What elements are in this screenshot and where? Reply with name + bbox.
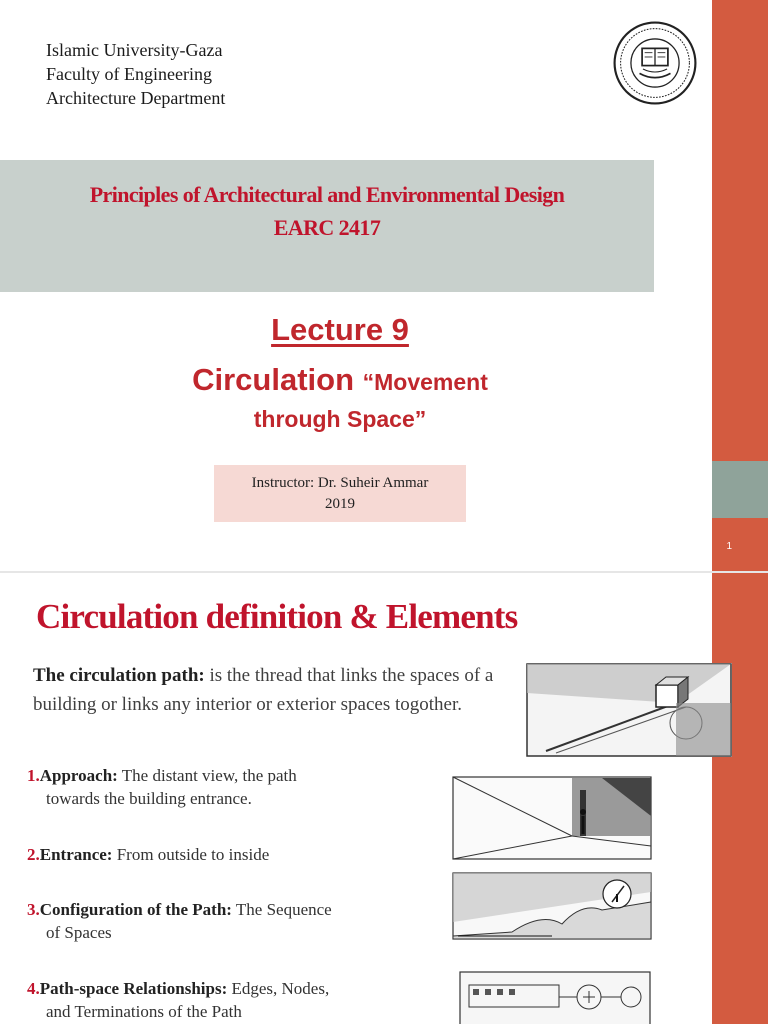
course-code: EARC 2417: [273, 215, 381, 240]
instructor-name: Instructor: Dr. Suheir Ammar: [251, 475, 429, 491]
lecture-topic-quote-start: “Movement: [362, 369, 488, 395]
list-item-term: Configuration of the Path:: [39, 900, 232, 919]
list-item-text: From outside to inside: [112, 845, 270, 864]
list-item-term: Path-space Relationships:: [39, 979, 228, 998]
list-item-text: The distant view, the path: [117, 766, 297, 785]
university-name: Islamic University-Gaza: [46, 40, 223, 60]
sidebar-accent-middle: [712, 461, 768, 518]
list-item: [27, 898, 427, 944]
slide-title: Circulation definition & Elements: [36, 597, 518, 636]
faculty-name: Faculty of Engineering: [46, 64, 212, 84]
definition-text: is the thread that links the spaces of a building or links any interior or exterior spaces togother.: [33, 665, 494, 715]
list-item-number: 1.: [27, 766, 40, 785]
course-title-band: [0, 160, 654, 292]
list-item-continuation: of Spaces: [46, 923, 112, 942]
list-item: [27, 764, 427, 810]
lecture-topic-main: Circulation: [192, 362, 355, 397]
definition-paragraph: [33, 661, 503, 719]
list-item-number: 3.: [27, 900, 40, 919]
page-number: 1: [726, 541, 732, 552]
lecture-year: 2019: [325, 496, 355, 512]
list-item-number: 2.: [27, 845, 40, 864]
institution-block: [46, 38, 225, 110]
entrance-sketch-image: [452, 776, 652, 860]
list-item-number: 4.: [27, 979, 40, 998]
definition-term: The circulation path:: [33, 665, 205, 686]
list-item-continuation: and Terminations of the Path: [46, 1002, 242, 1021]
lecture-number: Lecture 9: [271, 312, 409, 347]
lecture-topic-line2: through Space”: [253, 406, 427, 432]
list-item: [27, 843, 427, 866]
sidebar-accent-top: [712, 0, 768, 461]
department-name: Architecture Department: [46, 88, 226, 108]
list-item-term: Entrance:: [39, 845, 113, 864]
path-configuration-sketch-image: [452, 872, 652, 940]
list-item-text: Edges, Nodes,: [227, 979, 330, 998]
approach-sketch-image: [526, 663, 732, 757]
list-item: [27, 977, 427, 1023]
list-item-text: The Sequence: [231, 900, 332, 919]
definition-slide: [0, 573, 768, 1024]
course-title: Principles of Architectural and Environmental Design: [89, 182, 565, 207]
university-seal-icon: [612, 20, 698, 106]
lecture-topic-line1: [0, 362, 680, 398]
instructor-box: [214, 465, 466, 522]
list-item-continuation: towards the building entrance.: [46, 789, 252, 808]
list-item-term: Approach:: [39, 766, 118, 785]
path-space-sketch-image: [459, 971, 651, 1024]
sidebar-accent-bottom: [712, 518, 768, 571]
sidebar-accent-slide2: [712, 573, 768, 1024]
